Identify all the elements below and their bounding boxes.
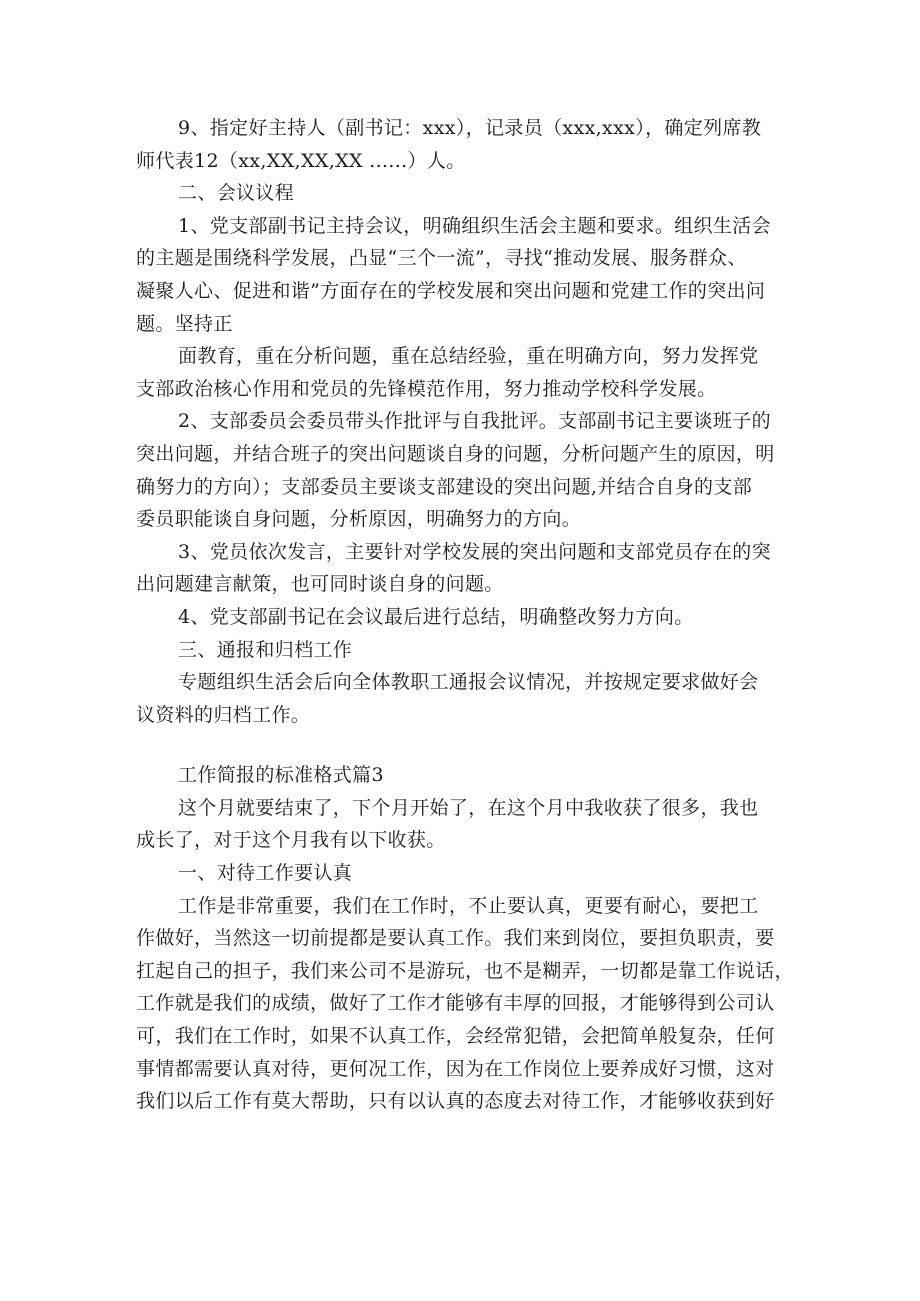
paragraph-line: 这个月就要结束了，下个月开始了，在这个月中我收获了很多，我也	[178, 796, 759, 819]
paragraph-line: 二、会议议程	[178, 182, 295, 205]
paragraph-line: 委员职能谈自身问题，分析原因，明确努力的方向。	[136, 508, 582, 531]
paragraph-line: 我们以后工作有莫大帮助，只有以认真的态度去对待工作，才能够收获到好	[136, 1090, 775, 1113]
paragraph-line: 确努力的方向）；支部委员主要谈支部建设的突出问题,并结合自身的支部	[136, 475, 753, 498]
paragraph-line: 突出问题，并结合班子的突出问题谈自身的问题，分析问题产生的原因，明	[136, 442, 775, 465]
paragraph-line: 专题组织生活会后向全体教职工通报会议情况，并按规定要求做好会	[178, 671, 759, 694]
paragraph-line: 凝聚人心、促进和谐”方面存在的学校发展和突出问题和党建工作的突出问	[136, 279, 766, 302]
paragraph-line: 的主题是围绕科学发展，凸显“三个一流”，寻找“推动发展、服务群众、	[136, 247, 747, 270]
section-spacer	[136, 731, 790, 759]
paragraph-line: 议资料的归档工作。	[136, 703, 311, 726]
paragraph-line: 支部政治核心作用和党员的先锋模范作用，努力推动学校科学发展。	[136, 377, 717, 400]
paragraph-line: 扛起自己的担子，我们来公司不是游玩，也不是糊弄，一切都是靠工作说话，	[136, 959, 794, 982]
paragraph-line: 2、支部委员会委员带头作批评与自我批评。支部副书记主要谈班子的	[178, 410, 771, 433]
paragraph-line: 作做好，当然这一切前提都是要认真工作。我们来到岗位，要担负职责，要	[136, 927, 775, 950]
paragraph-line: 可，我们在工作时，如果不认真工作，会经常犯错，会把简单般复杂，任何	[136, 1025, 775, 1048]
paragraph-line: 一、对待工作要认真	[178, 862, 353, 885]
paragraph-line: 出问题建言献策，也可同时谈自身的问题。	[136, 573, 504, 596]
paragraph-line: 成长了，对于这个月我有以下收获。	[136, 829, 446, 852]
paragraph-line: 题。坚持正	[136, 312, 233, 335]
paragraph-line: 3、党员依次发言，主要针对学校发展的突出问题和支部党员存在的突	[178, 540, 771, 563]
paragraph-line: 工作是非常重要，我们在工作时，不止要认真，更要有耐心，要把工	[178, 894, 759, 917]
paragraph-line: 工作就是我们的成绩，做好了工作才能够有丰厚的回报，才能够得到公司认	[136, 992, 775, 1015]
paragraph-line: 事情都需要认真对待，更何况工作，因为在工作岗位上要养成好习惯，这对	[136, 1057, 775, 1080]
document-body	[136, 112, 794, 1118]
paragraph-line: 师代表12（xx,XX,XX,XX ......）人。	[136, 149, 466, 172]
paragraph-line: 工作简报的标准格式篇3	[178, 764, 384, 787]
paragraph-line: 1、党支部副书记主持会议，明确组织生活会主题和要求。组织生活会	[178, 214, 771, 237]
paragraph-line: 4、党支部副书记在会议最后进行总结，明确整改努力方向。	[178, 605, 694, 628]
paragraph-line: 面教育，重在分析问题，重在总结经验，重在明确方向，努力发挥党	[178, 345, 759, 368]
paragraph-line: 9、指定好主持人（副书记：xxx），记录员（xxx,xxx），确定列席教	[178, 117, 762, 139]
paragraph-line: 三、通报和归档工作	[178, 638, 353, 661]
